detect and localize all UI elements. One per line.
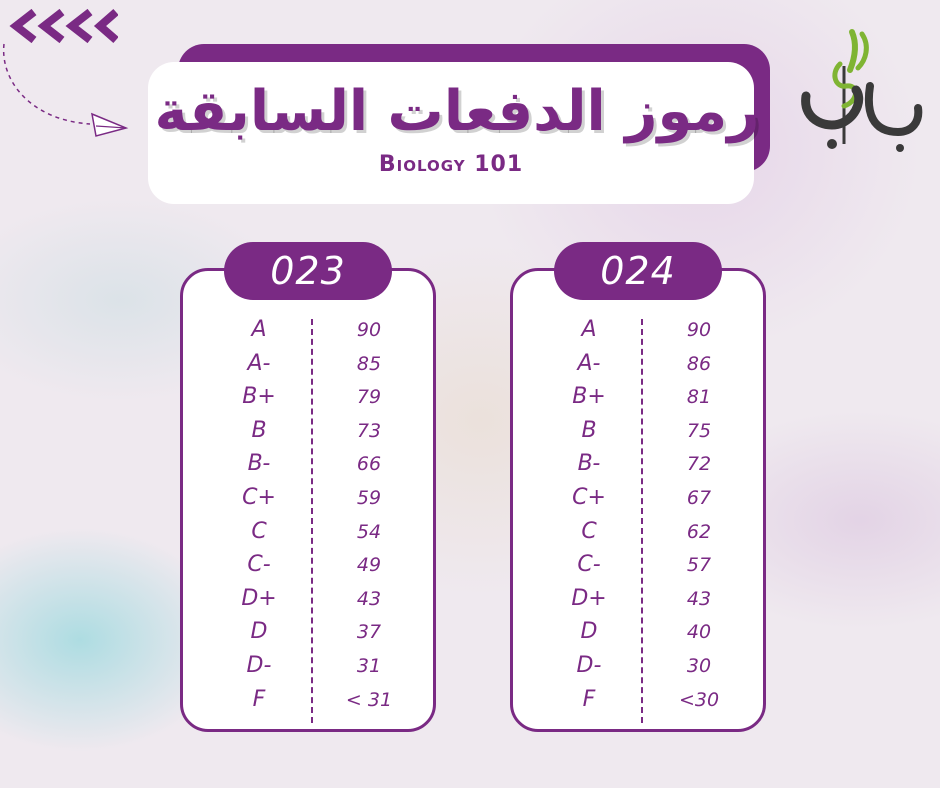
grade-letter: C- xyxy=(247,552,271,578)
grade-row xyxy=(513,351,763,377)
grade-score: 73 xyxy=(356,419,382,442)
grade-letter: C+ xyxy=(242,485,276,510)
grade-score: < 31 xyxy=(345,688,393,711)
grade-score: 81 xyxy=(686,386,712,409)
grade-score: 85 xyxy=(356,352,382,375)
grade-score: 66 xyxy=(356,453,382,476)
grade-row xyxy=(183,418,433,444)
grade-letter: C xyxy=(581,518,597,544)
grade-score: 37 xyxy=(356,621,382,644)
grade-score: 62 xyxy=(686,520,712,543)
grade-letter: C xyxy=(251,518,267,544)
grade-row xyxy=(183,317,433,343)
grade-score: 54 xyxy=(356,520,382,543)
grade-row xyxy=(183,552,433,578)
grade-letter: A xyxy=(581,317,597,342)
grade-row xyxy=(513,384,763,410)
grade-row xyxy=(513,451,763,477)
grade-score: 90 xyxy=(686,319,712,341)
grade-row xyxy=(513,519,763,545)
grade-letter: A xyxy=(251,317,267,342)
grade-letter: D- xyxy=(246,653,272,678)
grade-row xyxy=(183,351,433,377)
grade-row xyxy=(183,451,433,477)
grade-letter: D+ xyxy=(241,585,277,611)
grade-score: 67 xyxy=(686,487,712,509)
card-label-023: 023 xyxy=(224,242,392,300)
grade-letter: A- xyxy=(247,350,271,376)
grade-letter: F xyxy=(252,686,266,712)
grade-letter: D xyxy=(250,619,268,645)
grade-row xyxy=(183,586,433,612)
grade-row xyxy=(183,687,433,713)
grade-row xyxy=(513,586,763,612)
grade-score: <30 xyxy=(678,688,720,711)
grade-row xyxy=(183,384,433,410)
grade-letter: B xyxy=(251,417,267,443)
grade-row xyxy=(513,317,763,343)
page-subtitle: Biology 101 xyxy=(378,152,524,177)
grade-score: 57 xyxy=(686,554,712,577)
grade-score: 72 xyxy=(686,453,712,476)
grade-letter: C- xyxy=(577,552,601,578)
grade-letter: D- xyxy=(576,653,602,678)
card-label-024: 024 xyxy=(554,242,722,300)
double-chevron-left-icon xyxy=(6,8,118,44)
cutoff-card-024 xyxy=(510,268,766,732)
grade-letter: B+ xyxy=(242,384,276,410)
grade-row xyxy=(183,653,433,679)
grade-score: 75 xyxy=(686,419,712,442)
grade-letter: B xyxy=(581,417,597,443)
grade-letter: B- xyxy=(247,451,271,477)
grade-letter: B- xyxy=(577,451,601,477)
grade-letter: D xyxy=(580,619,598,645)
grade-row xyxy=(513,485,763,511)
grade-score: 30 xyxy=(686,655,712,677)
grade-score: 43 xyxy=(356,587,382,610)
grade-score: 90 xyxy=(356,319,382,341)
grade-letter: A- xyxy=(577,350,601,376)
grade-score: 79 xyxy=(356,386,382,409)
grade-row xyxy=(513,653,763,679)
grade-letter: B+ xyxy=(572,384,606,410)
grade-row xyxy=(183,519,433,545)
grade-letter: C+ xyxy=(572,485,606,510)
grade-row xyxy=(183,619,433,645)
grade-row xyxy=(513,552,763,578)
cutoff-card-023 xyxy=(180,268,436,732)
grade-letter: F xyxy=(582,686,596,712)
brand-logo-icon xyxy=(800,26,924,166)
page-title: رموز الدفعات السابقة xyxy=(154,79,760,144)
grade-letter: D+ xyxy=(571,585,607,611)
grade-row xyxy=(513,418,763,444)
grade-row xyxy=(183,485,433,511)
grade-score: 40 xyxy=(686,621,712,644)
grade-score: 49 xyxy=(356,554,382,577)
grade-score: 31 xyxy=(356,655,382,677)
grade-score: 86 xyxy=(686,352,712,375)
grade-row xyxy=(513,687,763,713)
grade-score: 59 xyxy=(356,487,382,509)
grade-score: 43 xyxy=(686,587,712,610)
grade-row xyxy=(513,619,763,645)
